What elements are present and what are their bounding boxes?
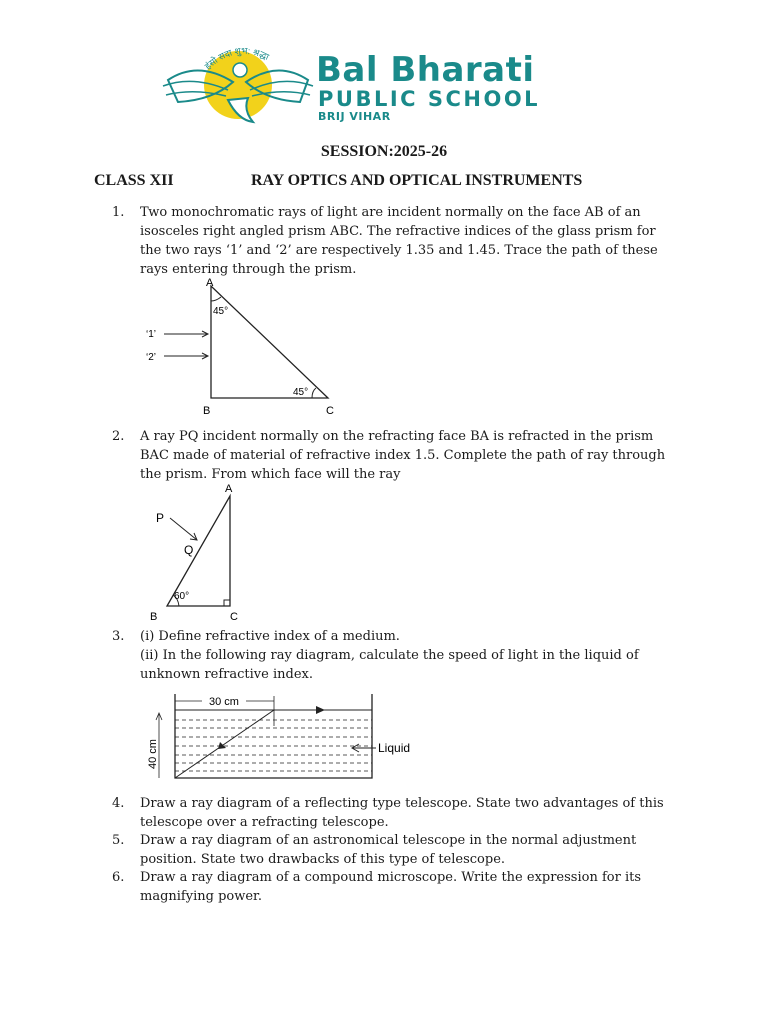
prism-triangle [211, 286, 328, 398]
angle-a-label: 45° [213, 306, 229, 317]
vertex-a-label: A [206, 277, 214, 289]
point-p-label: P [156, 511, 165, 525]
point-q-label: Q [184, 543, 194, 557]
question-6: 6. Draw a ray diagram of a compound microscope. Write the expression for its magnifying power. [112, 870, 641, 904]
school-location: BRIJ VIHAR [318, 110, 391, 123]
figure-2-prism [148, 480, 258, 622]
question-3: 3. (i) Define refractive index of a medium. (ii) In the following ray diagram, calculate the speed of light in the liquid of unknown refractive index. [112, 629, 639, 682]
width-label: 30 cm [209, 696, 239, 708]
vertex-a-label: A [225, 483, 233, 495]
topic-title: RAY OPTICS AND OPTICAL INSTRUMENTS [251, 172, 583, 189]
question-1: 1. Two monochromatic rays of light are incident normally on the face AB of an isosceles right angled prism ABC. The refractive indices of the glass prism for the two rays ‘1’ and ‘2’ are respectively 1.35 and 1.45. Trace the path of these rays entering through the prism. [112, 205, 658, 277]
logo-motto: हंसो सदा शुभ: श्रद्धा [202, 45, 271, 72]
session-heading: SESSION:2025-26 [320, 143, 448, 160]
vertex-b-label: B [203, 405, 211, 417]
figure-3-liquid-tank [140, 686, 430, 786]
vertex-c-label: C [326, 405, 334, 417]
figure-1-prism [140, 276, 350, 422]
question-2: 2. A ray PQ incident normally on the refracting face BA is refracted in the prism BAC made of material of refractive index 1.5. Complete the path of ray through the prism. From which face will the ray [112, 429, 666, 482]
question-4: 4. Draw a ray diagram of a reflecting type telescope. State two advantages of this telescope over a refracting telescope. [112, 796, 664, 830]
prism-triangle [167, 496, 230, 606]
liquid-label: Liquid [378, 741, 411, 755]
depth-label: 40 cm [147, 739, 159, 769]
school-subtitle: PUBLIC SCHOOL [318, 87, 541, 111]
liquid-dashes [175, 720, 372, 771]
question-5: 5. Draw a ray diagram of an astronomical telescope in the normal adjustment position. State two drawbacks of this type of telescope. [112, 833, 637, 867]
ray-2-label: ‘2’ [146, 352, 157, 363]
angle-b-label: 60° [174, 591, 190, 602]
ray-1-label: ‘1’ [146, 329, 157, 340]
angle-c-label: 45° [293, 387, 309, 398]
school-name: Bal Bharati [316, 50, 535, 90]
vertex-c-label: C [230, 611, 238, 622]
ray-pq-arrow [170, 518, 197, 540]
vertex-b-label: B [150, 611, 158, 622]
surface-ray-arrow [316, 706, 325, 714]
class-label: CLASS XII [94, 172, 174, 189]
